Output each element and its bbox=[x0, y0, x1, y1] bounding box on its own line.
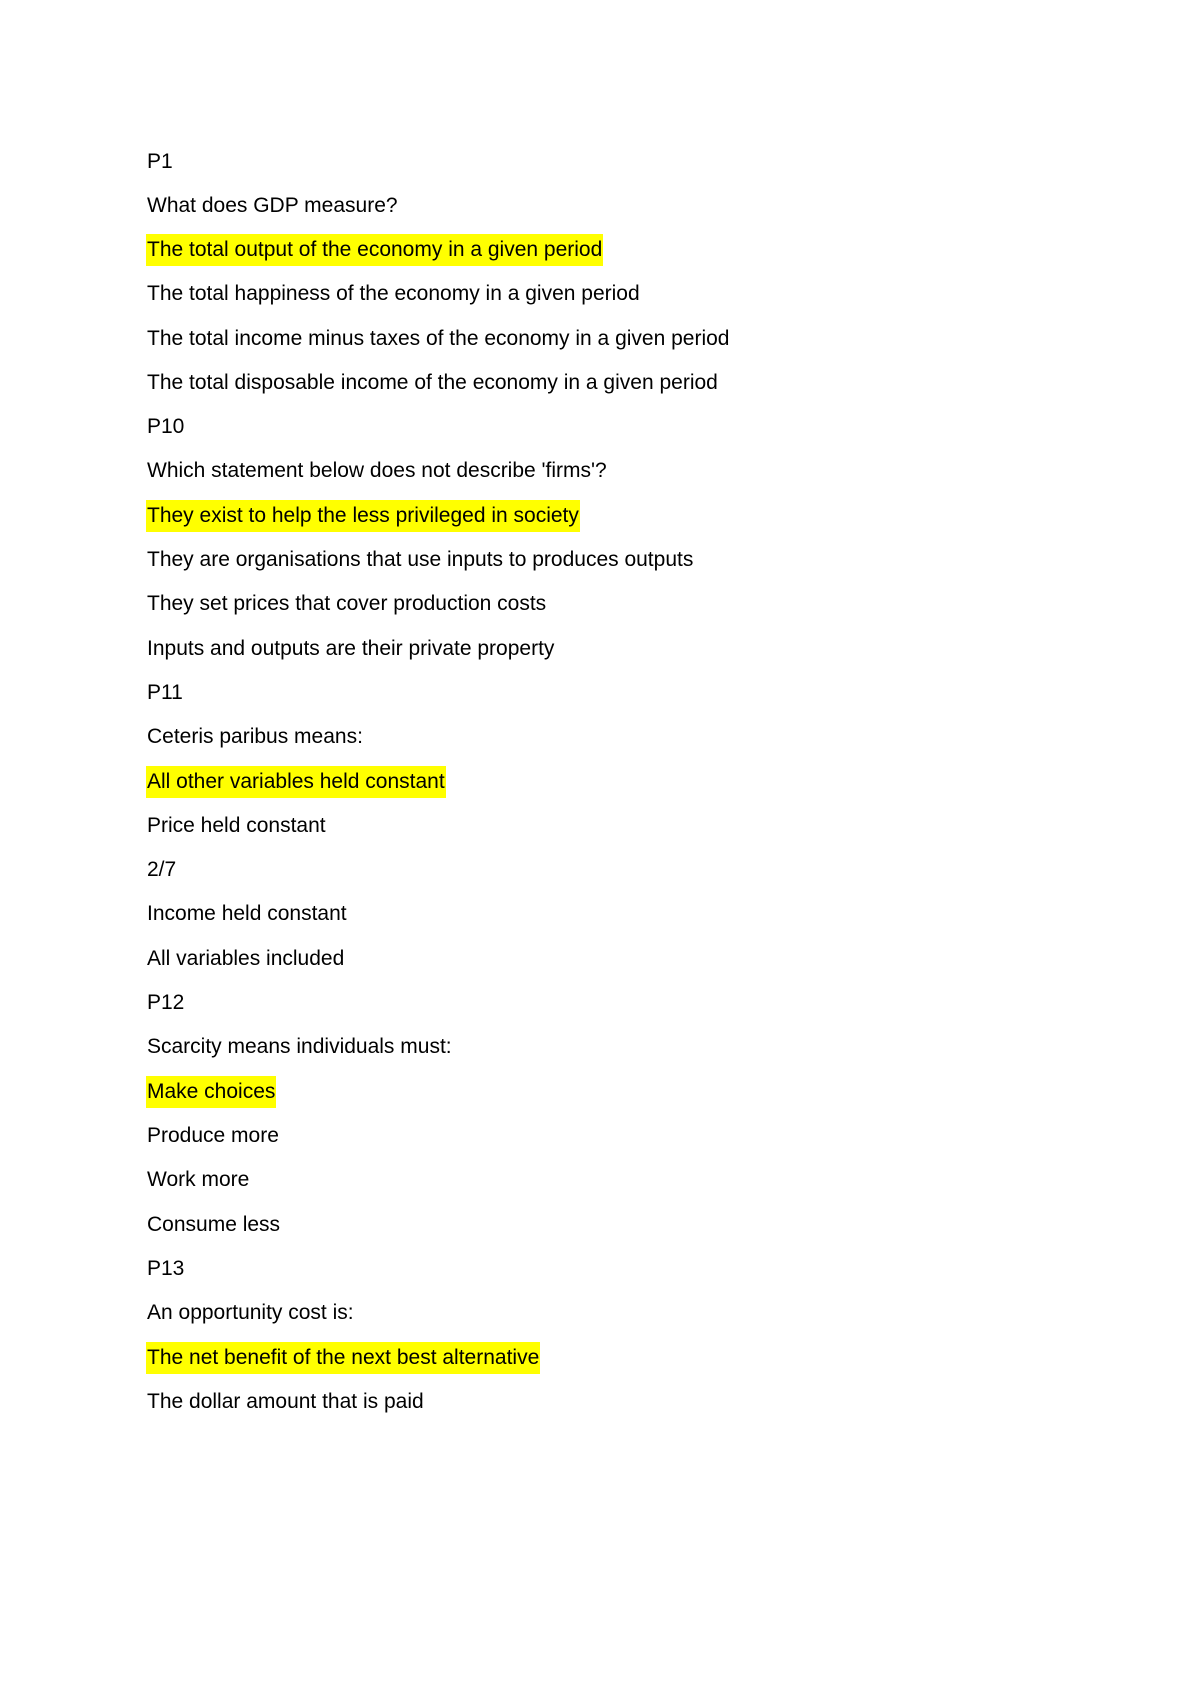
answer-option bbox=[146, 588, 547, 620]
line-text: Which statement below does not describe 'firms'? bbox=[147, 459, 607, 482]
line-text: 2/7 bbox=[147, 858, 177, 881]
answer-option bbox=[146, 1164, 250, 1196]
question-text bbox=[146, 190, 399, 222]
answer-option bbox=[146, 1120, 280, 1152]
line-text: Consume less bbox=[147, 1213, 281, 1236]
question-label bbox=[146, 146, 174, 178]
line-text: The total income minus taxes of the economy in a given period bbox=[147, 327, 730, 350]
question-text bbox=[146, 1297, 355, 1329]
line-text: The total disposable income of the economy in a given period bbox=[147, 371, 718, 394]
answer-correct bbox=[146, 234, 603, 266]
line-text: Produce more bbox=[147, 1124, 279, 1147]
line-text: P10 bbox=[147, 415, 185, 438]
answer-correct bbox=[146, 766, 446, 798]
line-text: They are organisations that use inputs to produces outputs bbox=[147, 548, 694, 571]
line-text: P11 bbox=[147, 681, 183, 704]
answer-option bbox=[146, 810, 327, 842]
line-text: P13 bbox=[147, 1257, 185, 1280]
line-text: Scarcity means individuals must: bbox=[147, 1035, 452, 1058]
line-text: An opportunity cost is: bbox=[147, 1301, 354, 1324]
highlighted-text: All other variables held constant bbox=[146, 766, 446, 798]
highlighted-text: They exist to help the less privileged in society bbox=[146, 500, 580, 532]
question-text bbox=[146, 455, 608, 487]
answer-option bbox=[146, 898, 348, 930]
highlighted-text: The net benefit of the next best alternative bbox=[146, 1342, 540, 1374]
line-text: P12 bbox=[147, 991, 185, 1014]
line-text: What does GDP measure? bbox=[147, 194, 398, 217]
line-text: Work more bbox=[147, 1168, 250, 1191]
answer-option bbox=[146, 367, 719, 399]
line-text: The dollar amount that is paid bbox=[147, 1390, 424, 1413]
line-text: P1 bbox=[147, 150, 173, 173]
answer-option bbox=[146, 323, 730, 355]
highlighted-text: Make choices bbox=[146, 1076, 276, 1108]
line-text: Inputs and outputs are their private property bbox=[147, 637, 555, 660]
question-label bbox=[146, 411, 185, 443]
answer-option bbox=[146, 544, 694, 576]
line-text: They set prices that cover production costs bbox=[147, 592, 547, 615]
line-text: The total happiness of the economy in a given period bbox=[147, 282, 640, 305]
question-label bbox=[146, 677, 184, 709]
line-text: All variables included bbox=[147, 947, 345, 970]
question-text bbox=[146, 1031, 453, 1063]
answer-option bbox=[146, 278, 641, 310]
question-text bbox=[146, 721, 364, 753]
page-number bbox=[146, 854, 177, 886]
line-text: Income held constant bbox=[147, 902, 347, 925]
answer-option bbox=[146, 1209, 281, 1241]
line-text: Ceteris paribus means: bbox=[147, 725, 363, 748]
answer-option bbox=[146, 633, 555, 665]
answer-correct bbox=[146, 1342, 540, 1374]
answer-option bbox=[146, 943, 345, 975]
answer-correct bbox=[146, 500, 580, 532]
answer-option bbox=[146, 1386, 425, 1418]
answer-correct bbox=[146, 1076, 276, 1108]
question-label bbox=[146, 1253, 185, 1285]
question-label bbox=[146, 987, 185, 1019]
highlighted-text: The total output of the economy in a given period bbox=[146, 234, 603, 266]
line-text: Price held constant bbox=[147, 814, 326, 837]
